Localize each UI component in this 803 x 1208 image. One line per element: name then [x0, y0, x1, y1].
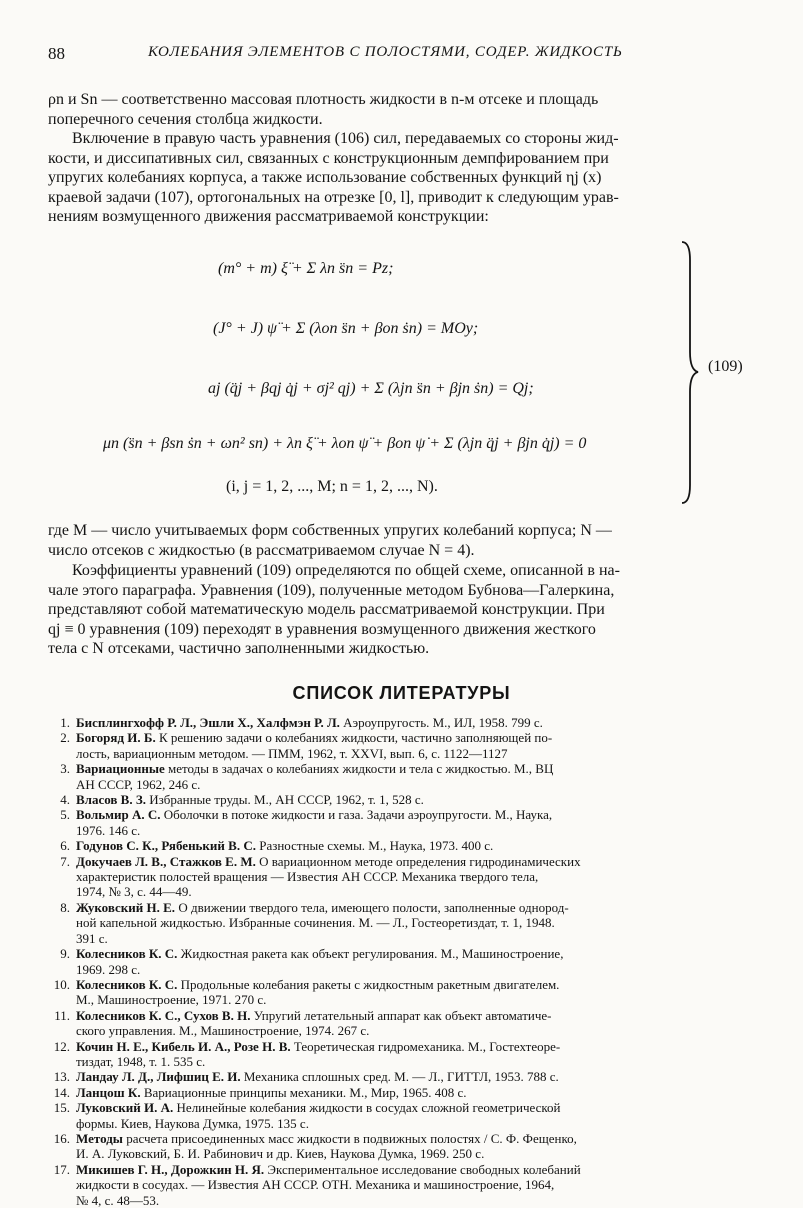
reference-first-line	[76, 946, 756, 961]
paragraph-inclusion	[48, 129, 753, 227]
paragraph-where	[48, 521, 753, 560]
text-line: нениям возмущенного движения рассматриваемой конструкции:	[48, 208, 489, 225]
reference-author: Годунов С. К., Рябенький В. С.	[76, 838, 256, 854]
reference-text: К решению задачи о колебаниях жидкости, частично заполняющей по-	[158, 730, 553, 746]
text-line: qj ≡ 0 уравнения (109) переходят в уравнения возмущенного движения жесткого	[48, 620, 596, 638]
reference-item	[48, 1069, 756, 1084]
reference-number: 4.	[60, 792, 70, 808]
text-line: Коэффициенты уравнений (109) определяются по общей схеме, описанной в на-	[72, 562, 620, 579]
reference-text: Разностные схемы. М., Наука, 1973. 400 с.	[259, 838, 494, 854]
reference-author: Микишев Г. Н., Дорожкин Н. Я.	[76, 1161, 265, 1177]
reference-item	[48, 838, 756, 853]
reference-author: Методы	[76, 1130, 123, 1146]
text-line: поперечного сечения столбца жидкости.	[48, 110, 323, 128]
reference-author: Колесников К. С.	[76, 946, 178, 962]
reference-number: 11.	[54, 1007, 70, 1023]
text-line: кости, и диссипативных сил, связанных с конструкционным демпфированием при	[48, 149, 609, 167]
reference-item	[48, 977, 756, 1008]
reference-author: Докучаев Л. В., Стажков Е. М.	[76, 853, 256, 869]
reference-text: № 4, с. 48—53.	[76, 1192, 160, 1208]
reference-text: АН СССР, 1962, 246 с.	[76, 776, 201, 792]
reference-item	[48, 1085, 756, 1100]
reference-number: 13.	[53, 1069, 70, 1085]
reference-text: Экспериментальное исследование свободных колебаний	[267, 1161, 581, 1177]
reference-item	[48, 900, 756, 946]
reference-first-line	[76, 1069, 756, 1084]
reference-number: 3.	[60, 761, 70, 777]
reference-first-line	[76, 1131, 756, 1146]
reference-text: жидкости в сосудах. — Известия АН СССР. ОТН. Механика и машиностроение, 1964,	[76, 1177, 555, 1193]
reference-text: тиздат, 1948, т. 1. 535 с.	[76, 1053, 206, 1069]
reference-number: 6.	[60, 838, 70, 854]
reference-text: ной капельной жидкостью. Избранные сочинения. М. — Л., Гостеоретиздат, т. 1, 1948.	[76, 915, 555, 931]
running-head: КОЛЕБАНИЯ ЭЛЕМЕНТОВ С ПОЛОСТЯМИ, СОДЕР. ЖИДКОСТЬ	[148, 44, 623, 60]
reference-first-line	[76, 1039, 756, 1054]
right-brace	[680, 240, 700, 505]
reference-text: 1969. 298 с.	[76, 961, 141, 977]
reference-first-line	[76, 1162, 756, 1177]
reference-text: Нелинейные колебания жидкости в сосудах сложной геометрической	[176, 1100, 561, 1116]
reference-text: Теоретическая гидромеханика. М., Гостехтеоре-	[293, 1038, 561, 1054]
equation-1: (m° + m) ξ̈ + Σ λn s̈n = Pz;	[218, 260, 394, 277]
text-line: Включение в правую часть уравнения (106) сил, передаваемых со стороны жид-	[72, 130, 619, 147]
reference-item	[48, 792, 756, 807]
reference-first-line	[76, 715, 756, 730]
reference-first-line	[76, 807, 756, 822]
reference-first-line	[76, 900, 756, 915]
reference-text: М., Машиностроение, 1971. 270 с.	[76, 992, 267, 1008]
reference-number: 5.	[60, 807, 70, 823]
reference-item	[48, 807, 756, 838]
reference-author: Кочин Н. Е., Кибель И. А., Розе Н. В.	[76, 1038, 291, 1054]
equation-4: μn (s̈n + βsn ṡn + ωn² sn) + λn ξ̈ + λon ψ̈ + βon ψ̇ + Σ (λjn q̈j + βjn q̇j) = 0	[103, 435, 587, 452]
bibliography-title: СПИСОК ЛИТЕРАТУРЫ	[292, 683, 511, 703]
reference-item	[48, 1100, 756, 1131]
reference-text: формы. Киев, Наукова Думка, 1975. 135 с.	[76, 1115, 309, 1131]
text-line: краевой задачи (107), ортогональных на отрезке [0, l], приводит к следующим урав-	[48, 188, 619, 206]
reference-number: 2.	[60, 730, 70, 746]
text-line: представляют собой математическую модель рассматриваемой конструкции. При	[48, 601, 605, 618]
intro-paragraph	[48, 90, 753, 129]
reference-text: Избранные труды. М., АН СССР, 1962, т. 1, 528 с.	[149, 792, 424, 808]
reference-author: Вольмир А. С.	[76, 807, 161, 823]
reference-item	[48, 946, 756, 977]
reference-first-line	[76, 1008, 756, 1023]
reference-item	[48, 715, 756, 730]
page-header	[48, 44, 763, 68]
equation-2: (J° + J) ψ̈ + Σ (λon s̈n + βon ṡn) = MOy;	[213, 320, 479, 337]
text-line: чале этого параграфа. Уравнения (109), полученные методом Бубнова—Галеркина,	[48, 581, 615, 599]
text-line: где M — число учитываемых форм собственных упругих колебаний корпуса; N —	[48, 522, 612, 539]
reference-text: Механика сплошных сред. М. — Л., ГИТТЛ, 1953. 788 с.	[243, 1069, 559, 1085]
reference-text: ского управления. М., Машиностроение, 1974. 267 с.	[76, 1023, 370, 1039]
equation-3: aj (q̈j + βqj q̇j + σj² qj) + Σ (λjn s̈n + βjn ṡn) = Qj;	[208, 380, 534, 397]
reference-number: 17.	[53, 1161, 70, 1177]
reference-number: 1.	[60, 715, 70, 730]
equation-ranges: (i, j = 1, 2, ..., M; n = 1, 2, ..., N).	[226, 478, 438, 495]
text-line: ρn и Sn — соответственно массовая плотность жидкости в n-м отсеке и площадь	[48, 91, 599, 108]
reference-author: Луковский И. А.	[76, 1100, 174, 1116]
reference-text: О вариационном методе определения гидродинамических	[259, 853, 581, 869]
reference-text: И. А. Луковский, Б. И. Рабинович и др. Киев, Наукова Думка, 1969. 250 с.	[76, 1146, 485, 1162]
reference-first-line	[76, 1100, 756, 1115]
reference-text: Жидкостная ракета как объект регулирования. М., Машиностроение,	[180, 946, 564, 962]
reference-author: Жуковский Н. Е.	[76, 899, 176, 915]
reference-item	[48, 1039, 756, 1070]
reference-item	[48, 1008, 756, 1039]
reference-first-line	[76, 838, 756, 853]
reference-author: Бисплингхофф Р. Л., Эшли Х., Халфмэн Р. Л.	[76, 715, 340, 730]
reference-text: Продольные колебания ракеты с жидкостным ракетным двигателем.	[180, 976, 560, 992]
text-line: тела с N отсеками, частично заполненными жидкостью.	[48, 640, 430, 657]
reference-text: методы в задачах о колебаниях жидкости и тела с жидкостью. М., ВЦ	[168, 761, 554, 777]
reference-first-line	[76, 730, 756, 745]
reference-text: Оболочки в потоке жидкости и газа. Задачи аэроупругости. М., Наука,	[163, 807, 553, 823]
equation-system-109	[48, 240, 758, 505]
reference-first-line	[76, 854, 756, 869]
text-line: число отсеков с жидкостью (в рассматриваемом случае N = 4).	[48, 541, 475, 559]
reference-number: 16.	[53, 1130, 70, 1146]
reference-text: Упругий летательный аппарат как объект автоматиче-	[253, 1007, 552, 1023]
reference-author: Ландау Л. Д., Лифшиц Е. И.	[76, 1069, 241, 1085]
reference-item	[48, 1131, 756, 1162]
reference-first-line	[76, 761, 756, 776]
reference-first-line	[76, 977, 756, 992]
reference-author: Колесников К. С.	[76, 976, 178, 992]
reference-text: 1974, № 3, с. 44—49.	[76, 884, 192, 900]
reference-author: Колесников К. С., Сухов В. Н.	[76, 1007, 251, 1023]
reference-author: Вариационные	[76, 761, 165, 777]
reference-first-line	[76, 1085, 756, 1100]
reference-number: 14.	[53, 1084, 70, 1100]
reference-item	[48, 761, 756, 792]
text-line: упругих колебаниях корпуса, а также использование собственных функций ηj (x)	[48, 169, 602, 186]
reference-text: Аэроупругость. М., ИЛ, 1958. 799 с.	[343, 715, 543, 730]
reference-number: 9.	[60, 946, 70, 962]
reference-text: характеристик полостей вращения — Известия АН СССР. Механика твердого тела,	[76, 869, 539, 885]
reference-number: 8.	[60, 899, 70, 915]
reference-number: 10.	[53, 976, 70, 992]
equation-number: (109)	[708, 358, 743, 375]
reference-number: 12.	[53, 1038, 70, 1054]
reference-list	[48, 715, 756, 1208]
reference-text: Вариационные принципы механики. М., Мир, 1965. 408 с.	[143, 1084, 467, 1100]
reference-item	[48, 854, 756, 900]
reference-item	[48, 730, 756, 761]
reference-text: 391 с.	[76, 930, 108, 946]
reference-author: Власов В. З.	[76, 792, 146, 808]
reference-first-line	[76, 792, 756, 807]
reference-author: Ланцош К.	[76, 1084, 141, 1100]
reference-number: 7.	[60, 853, 70, 869]
reference-author: Богоряд И. Б.	[76, 730, 156, 746]
paragraph-coefficients	[48, 561, 753, 659]
reference-text: 1976. 146 с.	[76, 822, 141, 838]
reference-text: лость, вариационным методом. — ПММ, 1962, т. XXVI, вып. 6, с. 1122—1127	[76, 745, 508, 761]
reference-item	[48, 1162, 756, 1208]
page-number: 88	[48, 44, 65, 63]
reference-text: О движении твердого тела, имеющего полости, заполненные однород-	[178, 899, 569, 915]
reference-number: 15.	[53, 1100, 70, 1116]
reference-text: расчета присоединенных масс жидкости в подвижных полостях / С. Ф. Фещенко,	[126, 1130, 577, 1146]
